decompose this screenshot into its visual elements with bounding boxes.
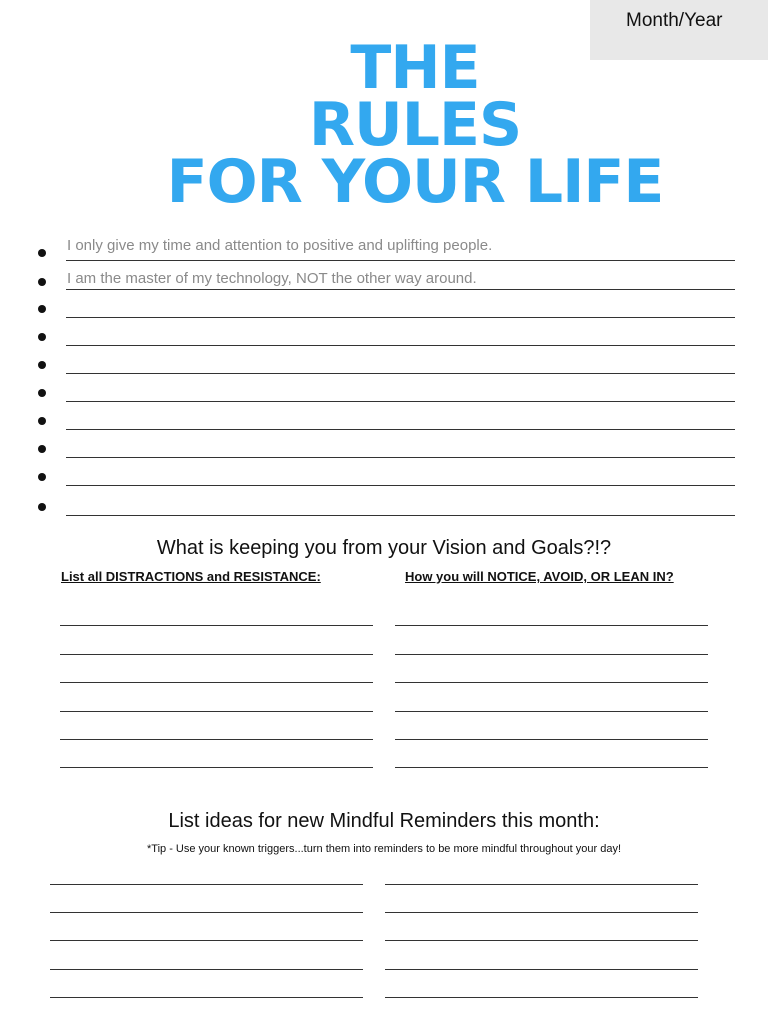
rule-line [66,401,735,402]
write-line[interactable] [60,739,373,740]
bullet-icon [38,503,46,511]
rule-line [66,515,735,516]
title-line-2: RULES [308,90,522,160]
obstacles-heading: What is keeping you from your Vision and Goals?!? [156,537,612,559]
rule-line [66,345,735,346]
rule-item[interactable] [0,350,768,378]
rule-item[interactable] [0,265,768,293]
title-line-3: FOR YOUR LIFE [166,147,664,217]
write-line[interactable] [60,625,373,626]
reminders-tip: *Tip - Use your known triggers...turn them into reminders to be more mindful throughout your day! [146,843,622,855]
bullet-icon [38,305,46,313]
bullet-icon [38,417,46,425]
bullet-icon [38,473,46,481]
write-line[interactable] [395,711,708,712]
rule-line [66,485,735,486]
title-line-1: THE [350,33,480,103]
write-line[interactable] [395,682,708,683]
rule-line [66,260,735,261]
rule-item[interactable] [0,434,768,462]
write-line[interactable] [385,997,698,998]
write-line[interactable] [60,711,373,712]
bullet-icon [38,333,46,341]
bullet-icon [38,361,46,369]
rule-item[interactable] [0,294,768,322]
rule-line [66,373,735,374]
rule-item[interactable] [0,322,768,350]
write-line[interactable] [385,969,698,970]
write-line[interactable] [60,767,373,768]
write-line[interactable] [60,682,373,683]
write-line[interactable] [385,940,698,941]
rule-item[interactable] [0,236,768,264]
write-line[interactable] [385,884,698,885]
rule-item[interactable] [0,406,768,434]
reminders-heading: List ideas for new Mindful Reminders this month: [168,810,600,832]
rule-text: I only give my time and attention to positive and uplifting people. [67,237,493,254]
rule-text: I am the master of my technology, NOT the other way around. [67,270,477,287]
bullet-icon [38,389,46,397]
rule-line [66,429,735,430]
bullet-icon [38,249,46,257]
write-line[interactable] [50,940,363,941]
write-line[interactable] [50,969,363,970]
rule-line [66,289,735,290]
bullet-icon [38,278,46,286]
bullet-icon [38,445,46,453]
distractions-header: List all DISTRACTIONS and RESISTANCE: [61,569,321,584]
rule-item[interactable] [0,378,768,406]
write-line[interactable] [60,654,373,655]
rule-line [66,457,735,458]
rule-item[interactable] [0,462,768,490]
notice-avoid-header: How you will NOTICE, AVOID, OR LEAN IN? [405,569,674,584]
rule-item[interactable] [0,490,768,518]
write-line[interactable] [395,739,708,740]
write-line[interactable] [50,912,363,913]
write-line[interactable] [385,912,698,913]
write-line[interactable] [395,767,708,768]
write-line[interactable] [395,654,708,655]
month-year-label: Month/Year [626,10,723,31]
write-line[interactable] [50,997,363,998]
write-line[interactable] [50,884,363,885]
rule-line [66,317,735,318]
write-line[interactable] [395,625,708,626]
